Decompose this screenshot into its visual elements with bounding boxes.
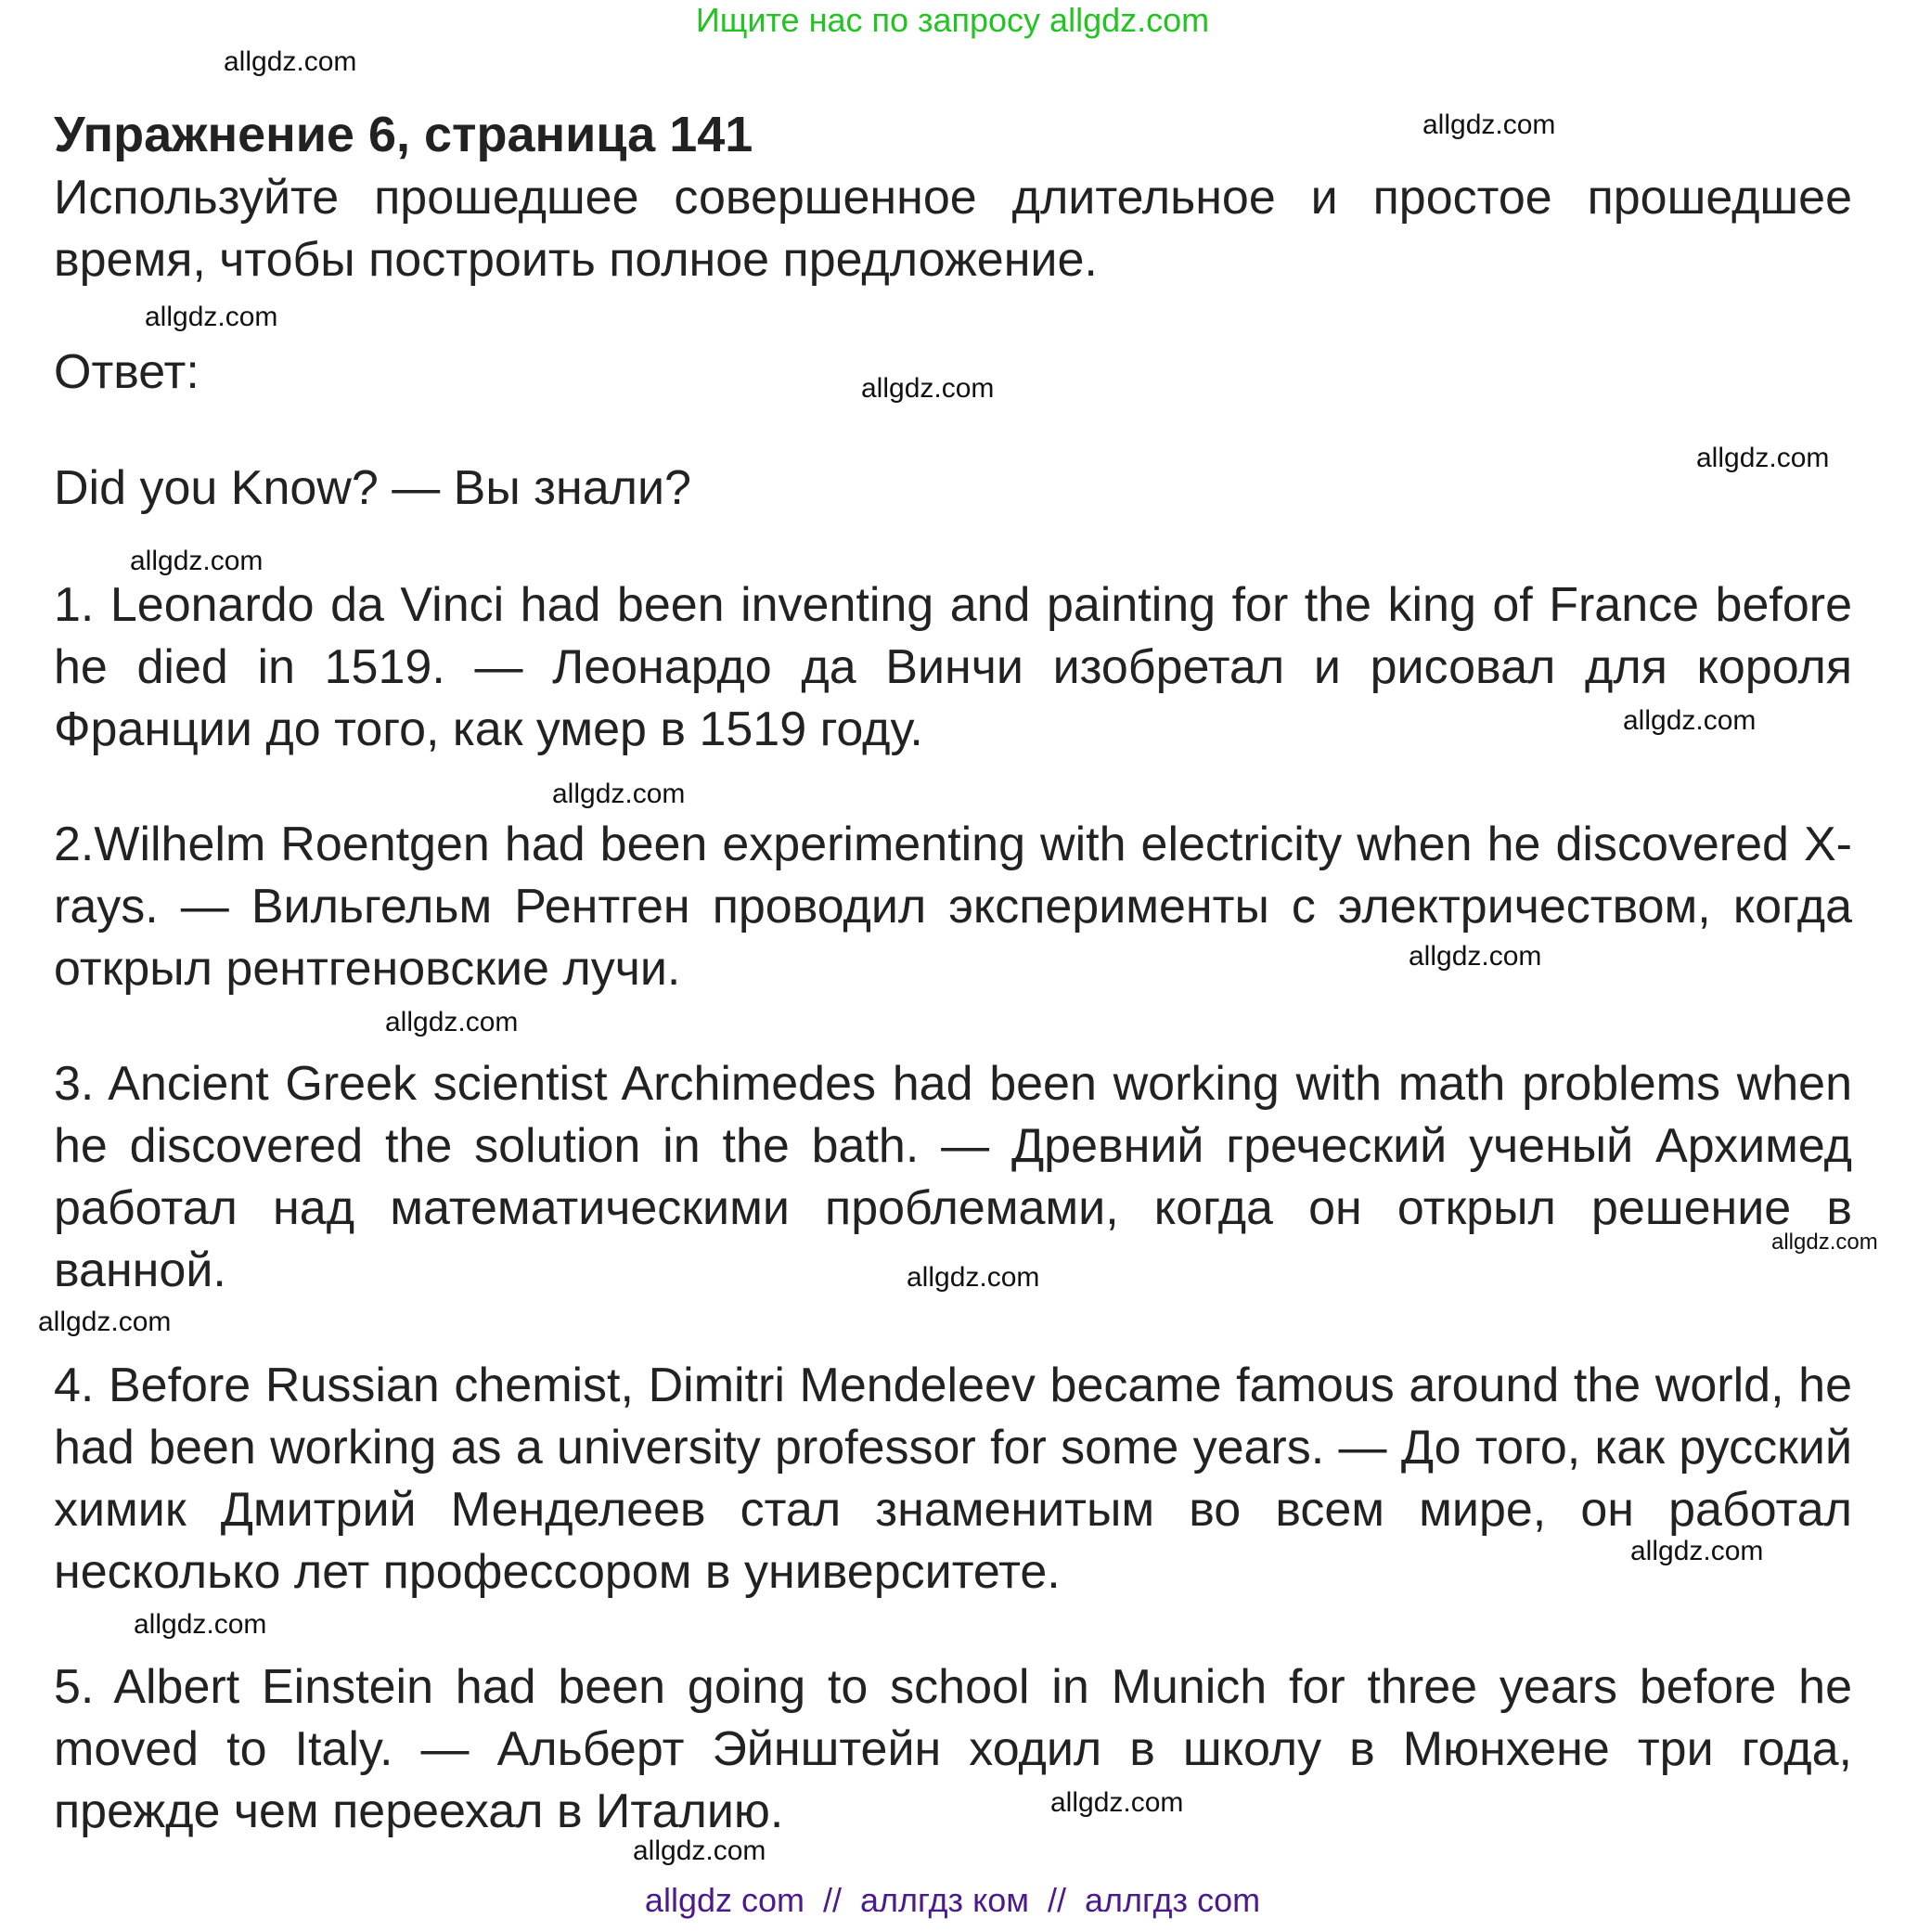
list-item: 3. Ancient Greek scientist Archimedes had been working with math problems when he discovered the solution in the bath. — Древний греческий ученый Архимед работал над математическими проблемами, когда он открыл решение в ванной. bbox=[54, 1057, 1852, 1297]
watermark: allgdz.com bbox=[38, 1307, 172, 1337]
list-item: 5. Albert Einstein had been going to school in Munich for three years before he moved to Italy. — Альберт Эйнштейн ходил в школу в Мюнхене три года, прежде чем переехал в Италию. bbox=[54, 1660, 1852, 1838]
subtitle: Did you Know? — Вы знали? bbox=[54, 461, 691, 515]
watermark: allgdz.com bbox=[1422, 109, 1556, 140]
exercise-title: Упражнение 6, страница 141 bbox=[54, 107, 753, 162]
watermark: allgdz.com bbox=[633, 1835, 766, 1866]
watermark: allgdz.com bbox=[1696, 443, 1830, 473]
watermark: allgdz.com bbox=[861, 373, 995, 404]
watermark: allgdz.com bbox=[1050, 1787, 1184, 1818]
watermark: allgdz.com bbox=[385, 1007, 519, 1037]
footer-links: allgdz com // аллгдз ком // аллгдз com bbox=[644, 1881, 1261, 1919]
watermark: allgdz.com bbox=[130, 546, 264, 576]
list-item: 4. Before Russian chemist, Dimitri Mendeleev became famous around the world, he had been working as a university professor for some years. — До того, как русский химик Дмитрий Менделеев стал знаменитым во всем мире, он работал несколько лет профессором в университете. bbox=[54, 1359, 1852, 1599]
instruction-text: Используйте прошедшее совершенное длительное и простое прошедшее время, чтобы построить полное предложение. bbox=[54, 171, 1852, 287]
watermark: allgdz.com bbox=[1771, 1230, 1878, 1255]
search-banner: Ищите нас по запросу allgdz.com bbox=[695, 1, 1210, 39]
watermark: allgdz.com bbox=[1630, 1536, 1764, 1566]
watermark: allgdz.com bbox=[1623, 705, 1757, 736]
watermark: allgdz.com bbox=[1409, 941, 1542, 972]
watermark: allgdz.com bbox=[552, 779, 686, 809]
list-item: 1. Leonardo da Vinci had been inventing and painting for the king of France before he died in 1519. — Леонардо да Винчи изобретал и рисовал для короля Франции до того, как умер в 1519 году. bbox=[54, 578, 1852, 756]
answer-label: Ответ: bbox=[54, 345, 200, 399]
watermark: allgdz.com bbox=[907, 1262, 1040, 1293]
list-item: 2.Wilhelm Roentgen had been experimenting with electricity when he discovered X-rays. — Вильгельм Рентген проводил эксперименты с электричеством, когда открыл рентгеновские лучи. bbox=[54, 818, 1852, 996]
watermark: allgdz.com bbox=[224, 46, 357, 77]
watermark: allgdz.com bbox=[134, 1609, 267, 1640]
watermark: allgdz.com bbox=[145, 302, 278, 332]
